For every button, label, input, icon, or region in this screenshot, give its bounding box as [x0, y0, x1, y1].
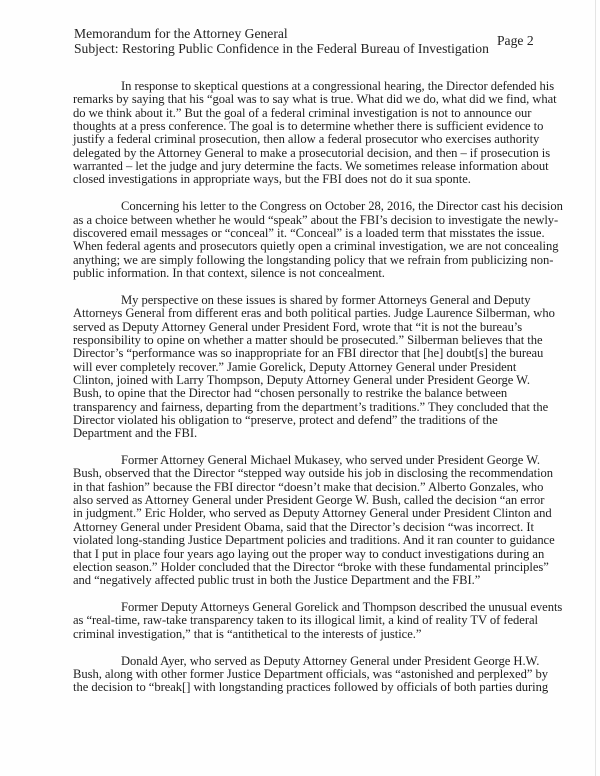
paragraph-gap	[73, 641, 533, 655]
memo-body	[73, 79, 563, 695]
text-line: Department and the FBI.	[73, 426, 198, 441]
text-line: anything; we are simply following the longstanding policy that we refrain from publicizing non-	[73, 252, 554, 267]
text-line: Bush, along with other former Justice Department officials, was “astonished and perplexed” by	[73, 666, 548, 681]
text-line: Concerning his letter to the Congress on October 28, 2016, the Director cast his decision	[121, 199, 563, 214]
text-line: that I put in place four years ago laying out the proper way to conduct investigations during an	[73, 546, 545, 561]
text-line: warranted – let the judge and jury determine the facts. We sometimes release information about	[73, 159, 549, 174]
memo-header	[74, 26, 489, 56]
text-line: In response to skeptical questions at a congressional hearing, the Director defended his	[121, 79, 555, 93]
text-line: Director violated his obligation to “preserve, protect and defend” the traditions of the	[73, 412, 498, 427]
text-line: the decision to “break[] with longstanding practices followed by officials of both parties during	[73, 680, 549, 695]
text-line: delegated by the Attorney General to make a prosecutorial decision, and then – if prosecution is	[73, 145, 551, 160]
text-line: and “negatively affected public trust in both the Justice Department and the FBI.”	[73, 573, 481, 588]
text-line: discovered email messages or “conceal” it. “Conceal” is a loaded term that misstates the issue.	[73, 225, 545, 240]
text-line: public information. In that context, silence is not concealment.	[73, 265, 385, 280]
paragraph-5	[73, 600, 563, 641]
text-line: Director’s “performance was so inappropriate for an FBI director that [he] doubt[s] the bureau	[73, 346, 544, 361]
text-line: Bush, to opine that the Director had “chosen personally to restrike the balance between	[73, 386, 508, 401]
text-line: criminal investigation,” that is “antithetical to the interests of justice.”	[73, 626, 422, 641]
text-line: as a choice between whether he would “speak” about the FBI’s decision to investigate the newly-	[73, 212, 559, 227]
text-line: Former Deputy Attorneys General Gorelick and Thompson described the unusual events	[121, 600, 563, 615]
text-line: do we think about it.” But the goal of a federal criminal investigation is not to announce our	[73, 105, 532, 120]
paragraph-6	[73, 653, 549, 695]
page-number: Page 2	[497, 33, 534, 48]
text-line: in that fashion” because the FBI director “doesn’t make that decision.” Alberto Gonzales, who	[73, 479, 544, 494]
text-line: justify a federal criminal prosecution, then allow a federal prosecutor who exercises authority	[73, 132, 540, 147]
text-line: violated long-standing Justice Department policies and traditions. And it ran counter to guidance	[73, 533, 555, 548]
text-line: Attorney General under President Obama, said that the Director’s decision “was incorrect. It	[73, 519, 534, 534]
text-line: also served as Attorney General under President George W. Bush, called the decision “an error	[73, 493, 545, 508]
text-line: election season.” Holder concluded that the Director “broke with these fundamental principles”	[73, 559, 549, 574]
paragraph-3	[73, 292, 555, 441]
text-line: responsibility to opine on whether a matter should be prosecuted.” Silberman believes that the	[73, 332, 543, 347]
memo-subject: Subject: Restoring Public Confidence in the Federal Bureau of Investigation	[74, 41, 489, 56]
paragraph-gap	[73, 588, 533, 602]
text-line: When federal agents and prosecutors quietly open a criminal investigation, we are not concealing	[73, 239, 559, 254]
paragraph-gap	[73, 280, 533, 294]
text-line: Donald Ayer, who served as Deputy Attorney General under President George H.W.	[121, 653, 540, 668]
memo-recipient: Memorandum for the Attorney General	[74, 26, 288, 41]
text-line: will ever completely recover.” Jamie Gorelick, Deputy Attorney General under President	[73, 359, 517, 374]
text-line: closed investigations in appropriate ways, but the FBI does not do it sua sponte.	[73, 172, 471, 187]
text-line: Bush, observed that the Director “stepped way outside his job in disclosing the recommendation	[73, 466, 554, 481]
paragraph-4	[73, 453, 555, 588]
paragraph-gap	[73, 187, 533, 201]
text-line: Former Attorney General Michael Mukasey, who served under President George W.	[121, 453, 540, 468]
text-line: transparency and fairness, departing from the department’s traditions.” They concluded that the	[73, 399, 549, 414]
paragraph-gap	[73, 441, 533, 455]
text-line: Attorneys General from different eras and both political parties. Judge Laurence Silberman, who	[73, 306, 555, 321]
page-edge	[595, 0, 596, 776]
text-line: served as Deputy Attorney General under President Ford, wrote that “it is not the bureau’s	[73, 319, 523, 334]
text-line: in judgment.” Eric Holder, who served as Deputy Attorney General under President Clinton and	[73, 506, 552, 521]
paragraph-2	[73, 199, 563, 280]
text-line: Clinton, joined with Larry Thompson, Deputy Attorney General under President George W.	[73, 372, 530, 387]
text-line: remarks by saying that his “goal was to say what is true. What did we do, what did we find, what	[73, 92, 557, 107]
text-line: as “real-time, raw-take transparency taken to its illogical limit, a kind of reality TV of federal	[73, 613, 538, 628]
paragraph-1	[73, 79, 557, 187]
text-line: My perspective on these issues is shared by former Attorneys General and Deputy	[121, 292, 531, 307]
text-line: thoughts at a press conference. The goal is to determine whether there is sufficient evidence to	[73, 119, 544, 134]
